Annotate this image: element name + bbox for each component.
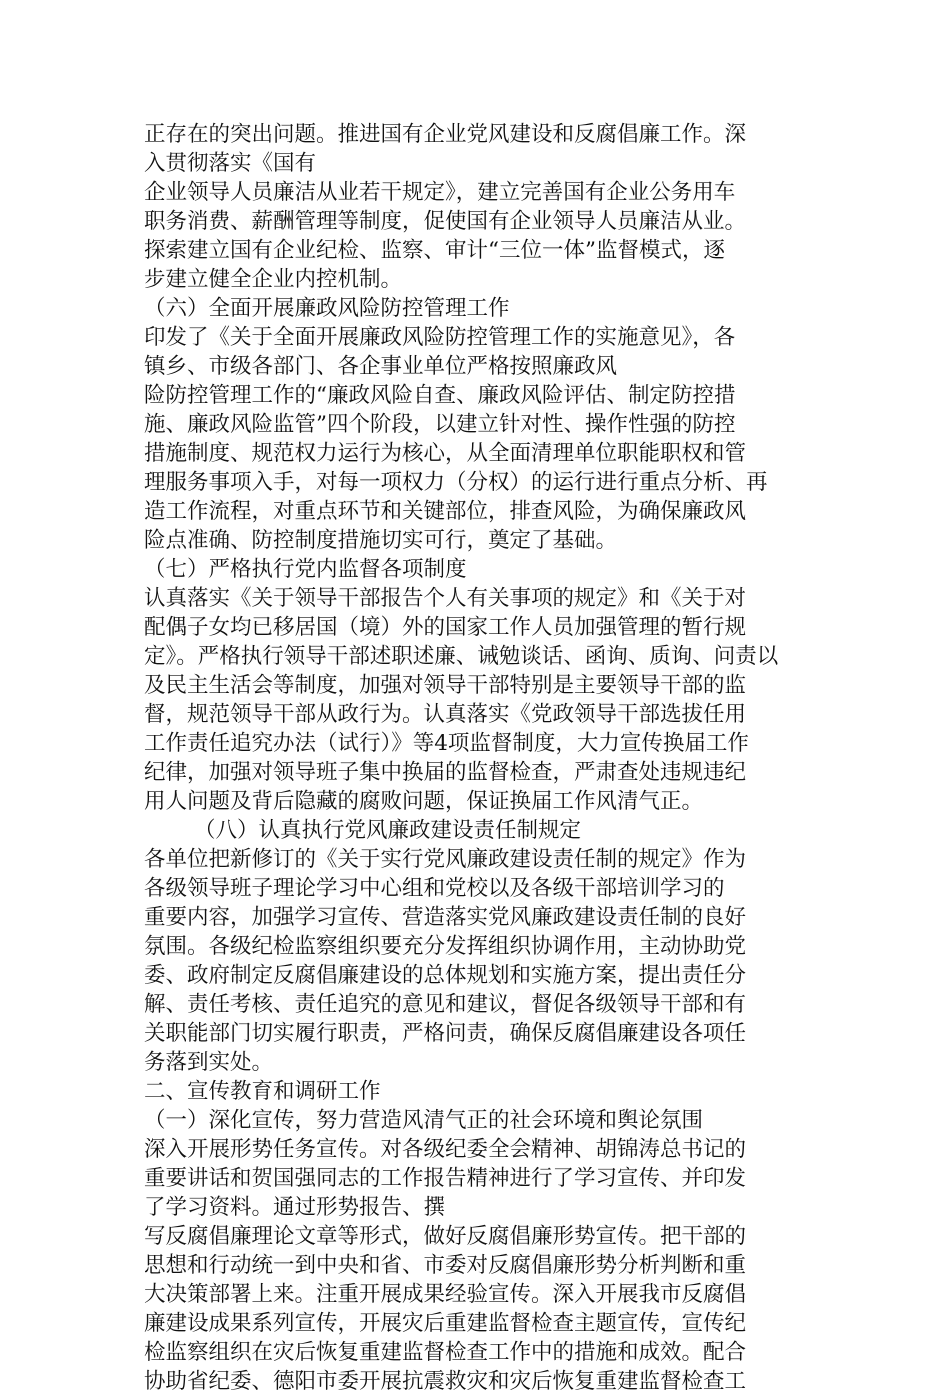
text-line: 理服务事项入手，对每一项权力（分权）的运行进行重点分析、再 <box>144 470 768 495</box>
text-line: 险点准确、防控制度措施切实可行，奠定了基础。 <box>144 528 618 553</box>
text-line: 氛围。各级纪检监察组织要充分发挥组织协调作用，主动协助党 <box>144 934 747 959</box>
text-line: 认真落实《关于领导干部报告个人有关事项的规定》和《关于对 <box>144 586 747 611</box>
text-line: 正存在的突出问题。推进国有企业党风建设和反腐倡廉工作。深 <box>144 122 747 147</box>
text-line: 了学习资料。通过形势报告、撰 <box>144 1195 446 1220</box>
text-line: 深入开展形势任务宣传。对各级纪委全会精神、胡锦涛总书记的 <box>144 1137 747 1162</box>
text-line: 职务消费、薪酬管理等制度，促使国有企业领导人员廉洁从业。 <box>144 209 747 234</box>
text-line: 大决策部署上来。注重开展成果经验宣传。深入开展我市反腐倡 <box>144 1282 747 1307</box>
text-line: 用人问题及背后隐藏的腐败问题，保证换届工作风清气正。 <box>144 789 704 814</box>
text-line: 纪律，加强对领导班子集中换届的监督检查，严肃查处违规违纪 <box>144 760 747 785</box>
text-line: 关职能部门切实履行职责，严格问责，确保反腐倡廉建设各项任 <box>144 1021 747 1046</box>
text-line: 廉建设成果系列宣传，开展灾后重建监督检查主题宣传，宣传纪 <box>144 1311 747 1336</box>
section-heading: （一）深化宣传，努力营造风清气正的社会环境和舆论氛围 <box>144 1108 704 1133</box>
chapter-heading: 二、宣传教育和调研工作 <box>144 1079 381 1104</box>
text-line: 思想和行动统一到中央和省、市委对反腐倡廉形势分析判断和重 <box>144 1253 747 1278</box>
document-body <box>144 120 810 1396</box>
text-line: 检监察组织在灾后恢复重建监督检查工作中的措施和成效。配合 <box>144 1340 747 1365</box>
text-line: 务落到实处。 <box>144 1050 274 1075</box>
text-line: 探索建立国有企业纪检、监察、审计“三位一体”监督模式，逐 <box>144 238 725 263</box>
text-line: 措施制度、规范权力运行为核心，从全面清理单位职能职权和管 <box>144 441 747 466</box>
text-line: 配偶子女均已移居国（境）外的国家工作人员加强管理的暂行规 <box>144 615 747 640</box>
text-line: 定》。严格执行领导干部述职述廉、诫勉谈话、函询、质询、问责以 <box>144 644 779 669</box>
text-line: 督，规范领导干部从政行为。认真落实《党政领导干部选拔任用 <box>144 702 747 727</box>
text-line: 施、廉政风险监管”四个阶段，以建立针对性、操作性强的防控 <box>144 412 736 437</box>
text-line: 入贯彻落实《国有 <box>144 151 317 176</box>
text-line: 及民主生活会等制度，加强对领导干部特别是主要领导干部的监 <box>144 673 747 698</box>
section-heading: （六）全面开展廉政风险防控管理工作 <box>144 296 510 321</box>
text-line: 委、政府制定反腐倡廉建设的总体规划和实施方案，提出责任分 <box>144 963 747 988</box>
text-line: 协助省纪委、德阳市委开展抗震救灾和灾后恢复重建监督检查工 <box>144 1369 747 1394</box>
text-line: 各级领导班子理论学习中心组和党校以及各级干部培训学习的 <box>144 876 725 901</box>
text-line: 重要讲话和贺国强同志的工作报告精神进行了学习宣传、并印发 <box>144 1166 747 1191</box>
text-line: 工作责任追究办法（试行）》等4项监督制度，大力宣传换届工作 <box>144 731 749 756</box>
text-line: 印发了《关于全面开展廉政风险防控管理工作的实施意见》，各 <box>144 325 736 350</box>
text-line: 解、责任考核、责任追究的意见和建议，督促各级领导干部和有 <box>144 992 747 1017</box>
section-heading: （八）认真执行党风廉政建设责任制规定 <box>194 818 582 843</box>
text-line: 重要内容，加强学习宣传、营造落实党风廉政建设责任制的良好 <box>144 905 747 930</box>
text-line: 险防控管理工作的“廉政风险自查、廉政风险评估、制定防控措 <box>144 383 736 408</box>
text-line: 造工作流程，对重点环节和关键部位，排查风险，为确保廉政风 <box>144 499 747 524</box>
text-line: 写反腐倡廉理论文章等形式，做好反腐倡廉形势宣传。把干部的 <box>144 1224 747 1249</box>
text-line: 镇乡、市级各部门、各企事业单位严格按照廉政风 <box>144 354 618 379</box>
text-line: 各单位把新修订的《关于实行党风廉政建设责任制的规定》作为 <box>144 847 747 872</box>
text-line: 企业领导人员廉洁从业若干规定》，建立完善国有企业公务用车 <box>144 180 736 205</box>
section-heading: （七）严格执行党内监督各项制度 <box>144 557 467 582</box>
text-line: 步建立健全企业内控机制。 <box>144 267 403 292</box>
